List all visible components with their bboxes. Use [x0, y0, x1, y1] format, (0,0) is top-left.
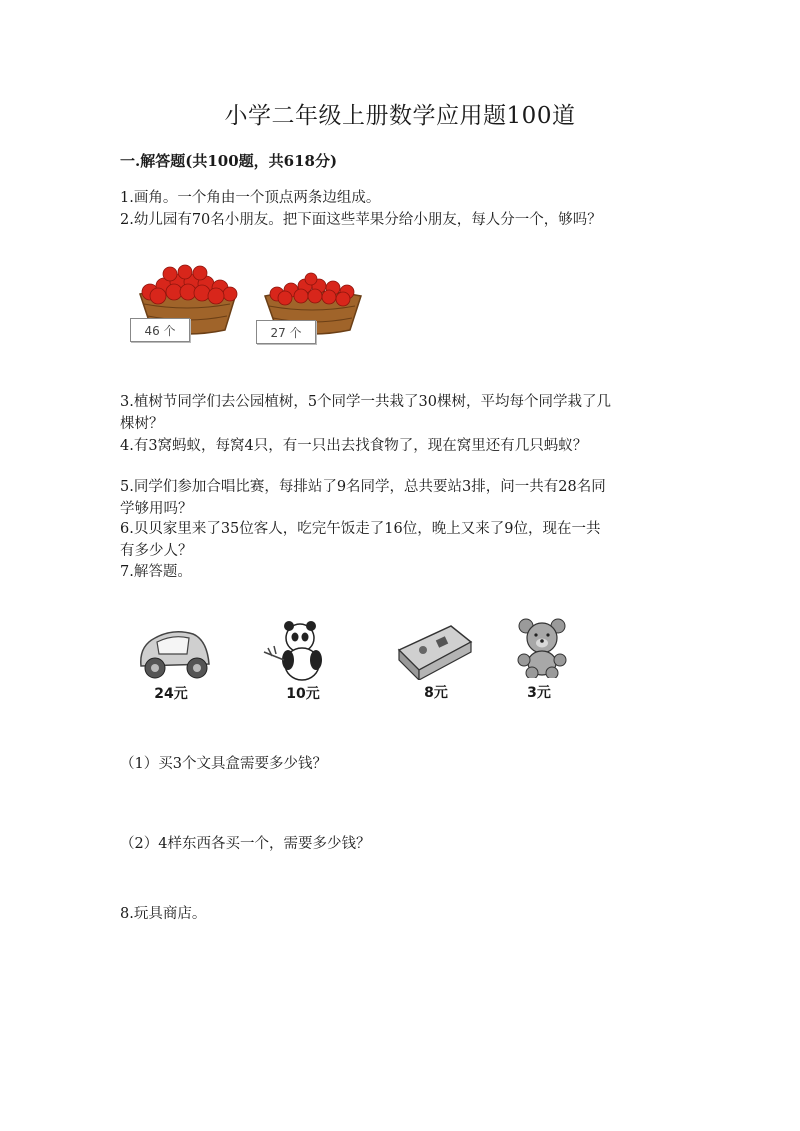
- question-7: 7.解答题。: [120, 564, 192, 580]
- price-panda: 10元: [286, 686, 320, 702]
- basket-2-count: 27 个: [256, 320, 316, 344]
- question-5-line-1: 5.同学们参加合唱比赛，每排站了9名同学，总共要站3排，问一共有28名同: [120, 479, 606, 495]
- question-7-part-2: （2）4样东西各买一个，需要多少钱？: [120, 836, 371, 852]
- question-5-line-2: 学够用吗？: [120, 501, 193, 517]
- question-6-line-1: 6.贝贝家里来了35位客人，吃完午饭走了16位，晚上又来了9位，现在一共: [120, 521, 601, 537]
- price-teddy-bear: 3元: [527, 685, 551, 701]
- teddy-bear-icon: [512, 616, 574, 678]
- question-7-part-1: （1）买3个文具盒需要多少钱？: [120, 756, 327, 772]
- question-4: 4.有3窝蚂蚁，每窝4只，有一只出去找食物了，现在窝里还有几只蚂蚁？: [120, 438, 588, 454]
- question-6-line-2: 有多少人？: [120, 543, 193, 559]
- basket-1-count: 46 个: [130, 318, 190, 342]
- question-8: 8.玩具商店。: [120, 906, 207, 922]
- section-heading: 一.解答题(共100题，共618分): [120, 152, 338, 170]
- price-pencil-case: 8元: [424, 685, 448, 701]
- question-1: 1.画角。一个角由一个顶点两条边组成。: [120, 190, 381, 206]
- panda-icon: [262, 620, 342, 682]
- pencil-case-icon: [393, 620, 475, 680]
- question-3-line-2: 棵树？: [120, 416, 164, 432]
- page-title: 小学二年级上册数学应用题100道: [224, 103, 576, 129]
- question-2: 2.幼儿园有70名小朋友。把下面这些苹果分给小朋友，每人分一个，够吗？: [120, 212, 602, 228]
- toy-car-icon: [133, 624, 215, 684]
- price-toy-car: 24元: [154, 686, 188, 702]
- question-3-line-1: 3.植树节同学们去公园植树，5个同学一共栽了30棵树，平均每个同学栽了几: [120, 394, 612, 410]
